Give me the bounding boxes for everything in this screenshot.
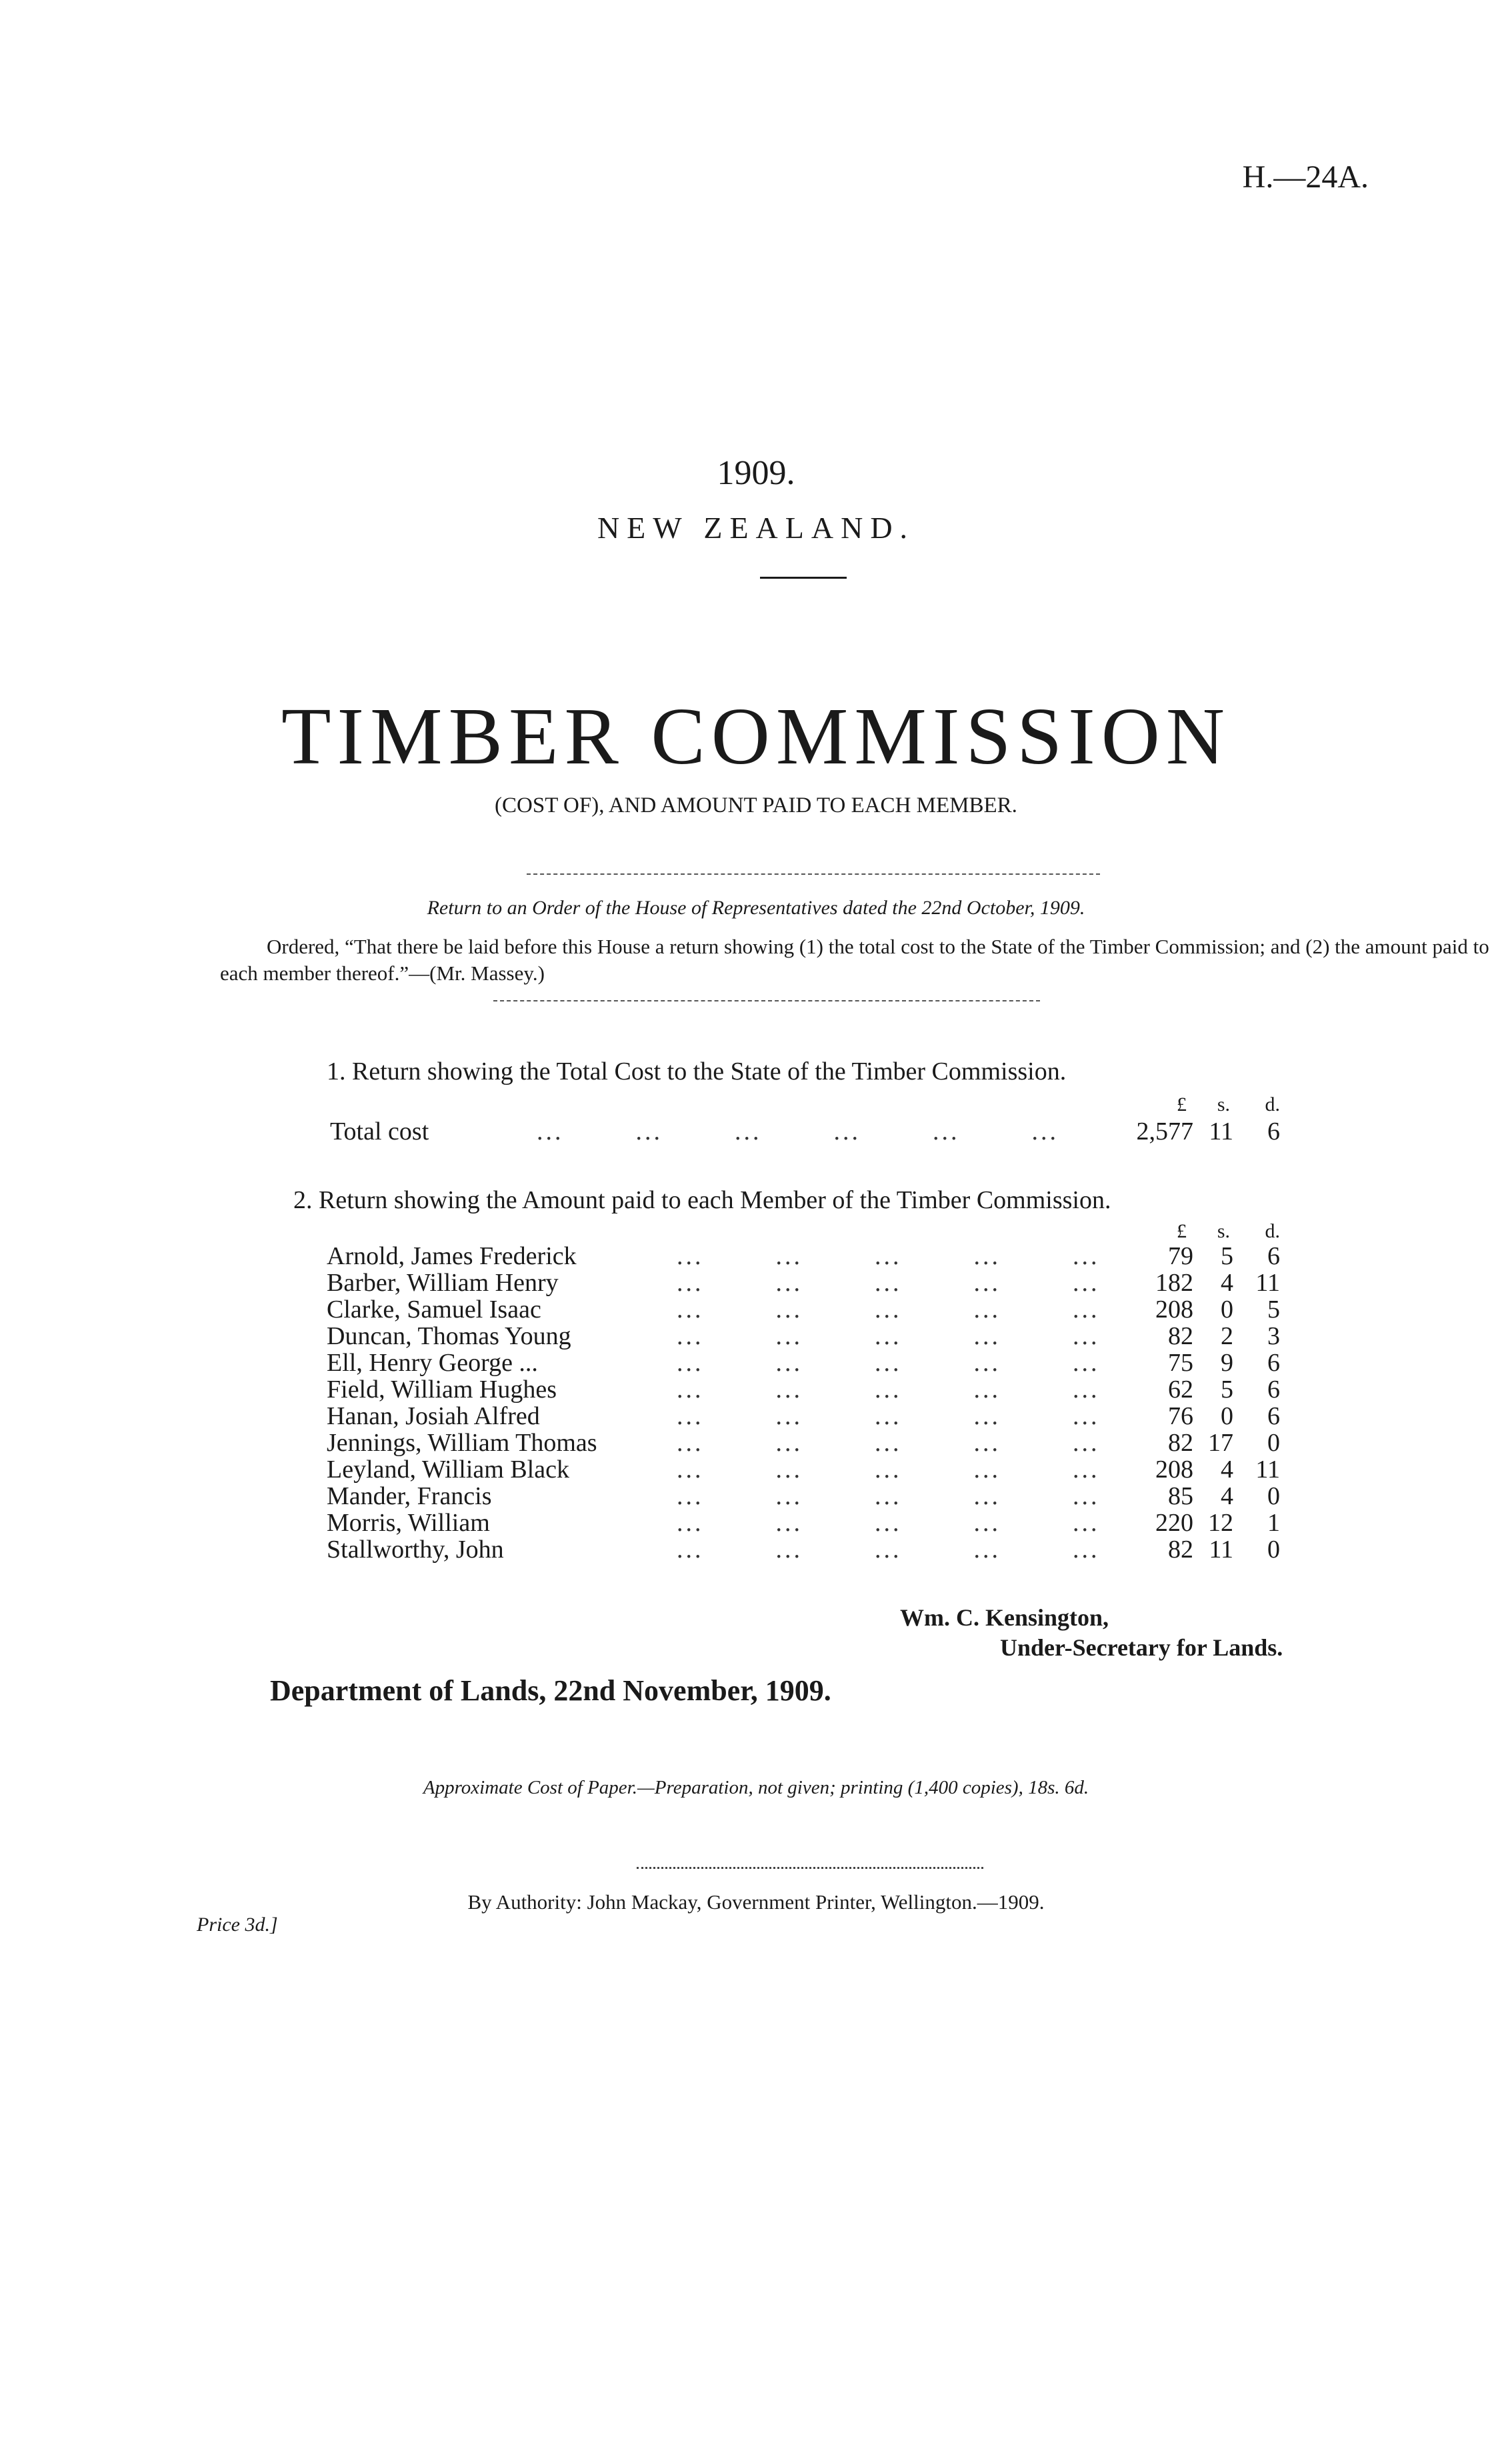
total-cost-label: Total cost	[330, 1117, 429, 1145]
approximate-cost-line: Approximate Cost of Paper.—Preparation, not given; printing (1,400 copies), 18s. 6d.	[423, 1777, 1089, 1798]
price-note: Price 3d.]	[197, 1914, 278, 1936]
member-shillings: 2	[1221, 1322, 1233, 1350]
return-1-heading: 1. Return showing the Total Cost to the State of the Timber Commission.	[327, 1057, 1067, 1085]
member-row	[327, 1482, 1100, 1511]
member-name: Arnold, James Frederick	[327, 1242, 577, 1270]
unit-shillings: s.	[1217, 1220, 1230, 1242]
member-pence: 6	[1267, 1242, 1280, 1270]
member-row	[327, 1322, 1100, 1351]
leader-dots: ... ... ... ... ...	[677, 1269, 1100, 1297]
member-name: Jennings, William Thomas	[327, 1429, 597, 1457]
member-shillings: 5	[1221, 1242, 1233, 1270]
unit-pence: d.	[1265, 1093, 1280, 1115]
member-pounds: 208	[1155, 1456, 1193, 1484]
member-pounds: 208	[1155, 1296, 1193, 1324]
member-name: Hanan, Josiah Alfred	[327, 1402, 540, 1430]
member-pence: 3	[1267, 1322, 1280, 1350]
leader-dots: ... ... ... ... ...	[677, 1456, 1100, 1484]
member-name: Duncan, Thomas Young	[327, 1322, 571, 1350]
member-pence: 5	[1267, 1296, 1280, 1324]
member-row	[327, 1455, 1100, 1484]
leader-dots: ... ... ... ... ...	[677, 1242, 1100, 1270]
title-divider	[760, 577, 847, 579]
member-name: Stallworthy, John	[327, 1536, 504, 1564]
member-name: Field, William Hughes	[327, 1376, 557, 1404]
member-pence: 6	[1267, 1402, 1280, 1430]
unit-shillings: s.	[1217, 1093, 1230, 1115]
document-title: TIMBER COMMISSION	[281, 691, 1231, 781]
leader-dots: ... ... ... ... ...	[677, 1482, 1100, 1510]
member-shillings: 17	[1208, 1429, 1233, 1457]
return-order-line: Return to an Order of the House of Representatives dated the 22nd October, 1909.	[427, 897, 1085, 919]
member-pence: 11	[1255, 1456, 1280, 1484]
member-pounds: 182	[1155, 1269, 1193, 1297]
member-shillings: 4	[1221, 1269, 1233, 1297]
member-pounds: 79	[1168, 1242, 1193, 1270]
document-subtitle: (COST OF), AND AMOUNT PAID TO EACH MEMBER.	[495, 793, 1017, 817]
leader-dots: ... ... ... ... ...	[677, 1402, 1100, 1430]
member-pence: 11	[1255, 1269, 1280, 1297]
member-pence: 6	[1267, 1376, 1280, 1404]
return-2-heading: 2. Return showing the Amount paid to each Member of the Timber Commission.	[293, 1186, 1111, 1214]
member-pounds: 85	[1168, 1482, 1193, 1510]
document-reference: H.—24A.	[1242, 159, 1369, 195]
member-pence: 0	[1267, 1536, 1280, 1564]
member-name: Barber, William Henry	[327, 1269, 559, 1297]
member-pounds: 62	[1168, 1376, 1193, 1404]
member-shillings: 11	[1209, 1536, 1233, 1564]
member-pence: 0	[1267, 1429, 1280, 1457]
member-shillings: 0	[1221, 1402, 1233, 1430]
member-name: Leyland, William Black	[327, 1456, 569, 1484]
member-pence: 0	[1267, 1482, 1280, 1510]
member-row	[327, 1375, 1100, 1404]
member-row	[327, 1348, 1100, 1378]
leader-dots: ... ... ... ... ...	[677, 1429, 1100, 1457]
member-row	[327, 1402, 1100, 1431]
member-shillings: 4	[1221, 1482, 1233, 1510]
signatory-name: Wm. C. Kensington,	[900, 1604, 1109, 1631]
member-pounds: 220	[1155, 1509, 1193, 1537]
printer-footer: By Authority: John Mackay, Government Printer, Wellington.—1909.	[467, 1890, 1045, 1914]
section-divider	[527, 873, 1100, 875]
department-line: Department of Lands, 22nd November, 1909.	[270, 1674, 831, 1707]
member-pounds: 75	[1168, 1349, 1193, 1377]
member-shillings: 0	[1221, 1296, 1233, 1324]
total-cost-row	[330, 1117, 1059, 1146]
year-heading: 1909.	[717, 454, 795, 492]
member-row	[327, 1268, 1100, 1298]
member-pence: 6	[1267, 1349, 1280, 1377]
ordered-paragraph: Ordered, “That there be laid before this House a return showing (1) the total cost to the State of the Timber Commission; and (2) the amount paid to each member thereof.”—(Mr. Massey.)	[220, 935, 1489, 985]
member-row	[327, 1428, 1100, 1458]
member-pence: 1	[1267, 1509, 1280, 1537]
total-pounds: 2,577	[1136, 1117, 1193, 1145]
member-pounds: 82	[1168, 1536, 1193, 1564]
leader-dots: ... ... ... ... ...	[677, 1322, 1100, 1350]
leader-dots: ... ... ... ... ...	[677, 1349, 1100, 1377]
leader-dots: ... ... ... ... ...	[677, 1536, 1100, 1564]
member-pounds: 82	[1168, 1322, 1193, 1350]
unit-pence: d.	[1265, 1220, 1280, 1242]
member-pounds: 76	[1168, 1402, 1193, 1430]
leader-dots: ... ... ... ... ... ...	[537, 1117, 1059, 1145]
member-row	[327, 1295, 1100, 1324]
unit-pounds: £	[1177, 1220, 1187, 1242]
member-shillings: 9	[1221, 1349, 1233, 1377]
country-heading: NEW ZEALAND.	[597, 511, 915, 545]
signatory-title: Under-Secretary for Lands.	[1000, 1634, 1283, 1661]
member-name: Clarke, Samuel Isaac	[327, 1296, 541, 1324]
member-pounds: 82	[1168, 1429, 1193, 1457]
member-row	[327, 1535, 1100, 1564]
footer-ornament	[637, 1867, 983, 1869]
leader-dots: ... ... ... ... ...	[677, 1509, 1100, 1537]
leader-dots: ... ... ... ... ...	[677, 1296, 1100, 1324]
total-pence: 6	[1267, 1117, 1280, 1145]
member-shillings: 4	[1221, 1456, 1233, 1484]
member-row	[327, 1242, 1100, 1271]
total-shillings: 11	[1209, 1117, 1233, 1145]
member-row	[327, 1508, 1100, 1538]
section-divider	[493, 1000, 1040, 1001]
member-name: Morris, William	[327, 1509, 490, 1537]
unit-pounds: £	[1177, 1093, 1187, 1115]
member-shillings: 12	[1208, 1509, 1233, 1537]
member-shillings: 5	[1221, 1376, 1233, 1404]
member-name: Mander, Francis	[327, 1482, 492, 1510]
leader-dots: ... ... ... ... ...	[677, 1376, 1100, 1404]
member-name: Ell, Henry George ...	[327, 1349, 538, 1377]
